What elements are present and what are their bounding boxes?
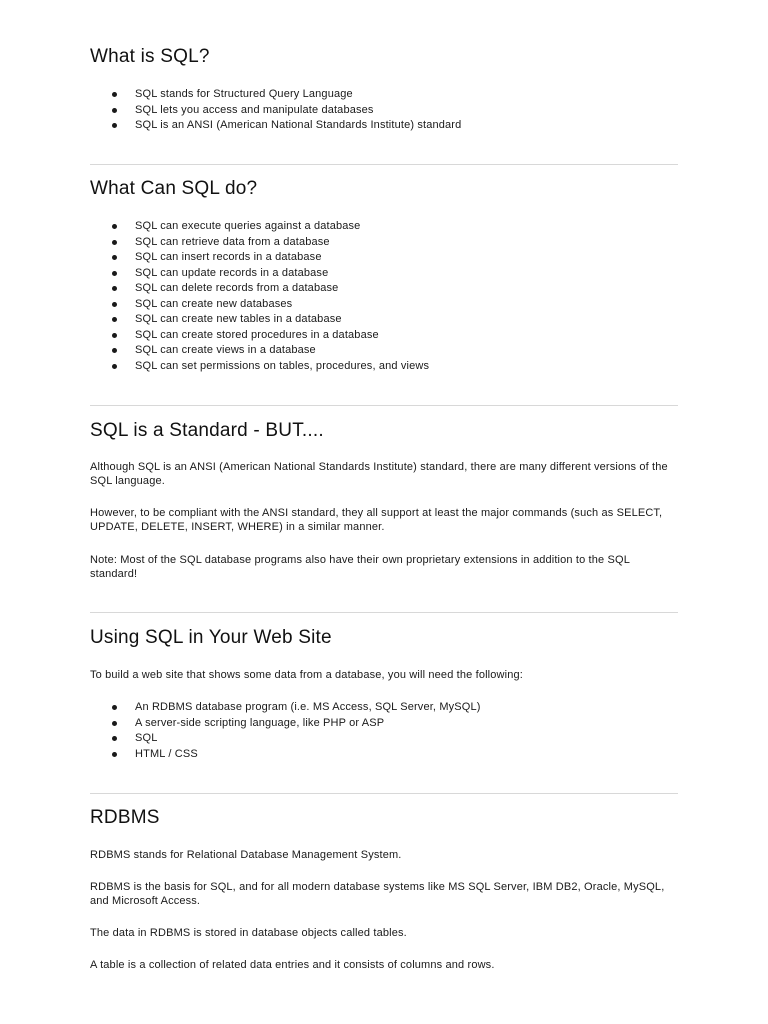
list-item xyxy=(90,219,678,235)
list-item xyxy=(90,266,678,282)
paragraph: To build a web site that shows some data from a database, you will need the following: xyxy=(90,669,523,681)
bullet-list xyxy=(90,700,678,762)
section-using-sql-web-site xyxy=(90,627,678,762)
section-divider xyxy=(90,164,678,165)
bullet-icon xyxy=(112,240,117,245)
section-sql-standard xyxy=(90,420,678,581)
bullet-icon xyxy=(112,736,117,741)
section-heading: What Can SQL do? xyxy=(90,178,258,199)
list-item xyxy=(90,716,678,732)
section-heading: Using SQL in Your Web Site xyxy=(90,627,332,648)
list-item xyxy=(90,235,678,251)
list-item-text: A server-side scripting language, like PHP or ASP xyxy=(135,716,385,729)
section-divider xyxy=(90,793,678,794)
section-what-can-sql-do xyxy=(90,178,678,374)
list-item-text: SQL can update records in a database xyxy=(135,266,329,279)
list-item-text: SQL is an ANSI (American National Standards Institute) standard xyxy=(135,119,462,131)
list-item xyxy=(90,281,678,297)
section-heading: What is SQL? xyxy=(90,46,210,67)
bullet-list xyxy=(90,219,678,374)
paragraph: Note: Most of the SQL database programs also have their own proprietary extensions in addition to the SQL standard! xyxy=(90,554,630,580)
paragraph: RDBMS stands for Relational Database Management System. xyxy=(90,849,402,861)
list-item-text: SQL can delete records from a database xyxy=(135,282,339,294)
list-item xyxy=(90,747,678,763)
list-item-text: SQL can create views in a database xyxy=(135,344,316,356)
bullet-icon xyxy=(112,721,117,726)
section-divider xyxy=(90,612,678,613)
bullet-icon xyxy=(112,255,117,260)
list-item xyxy=(90,87,678,103)
bullet-icon xyxy=(112,224,117,229)
list-item xyxy=(90,103,678,119)
list-item xyxy=(90,343,678,359)
list-item xyxy=(90,359,678,375)
list-item-text: SQL can create stored procedures in a database xyxy=(135,328,379,341)
list-item xyxy=(90,250,678,266)
bullet-icon xyxy=(112,123,117,128)
bullet-icon xyxy=(112,752,117,757)
paragraph: Although SQL is an ANSI (American National Standards Institute) standard, there are many different versions of the SQL language. xyxy=(90,461,668,487)
list-item-text: SQL can insert records in a database xyxy=(135,251,322,263)
section-heading: SQL is a Standard - BUT.... xyxy=(90,420,324,441)
list-item-text: SQL can create new databases xyxy=(135,297,293,310)
bullet-icon xyxy=(112,317,117,322)
paragraph: RDBMS is the basis for SQL, and for all modern database systems like MS SQL Server, IBM DB2, Oracle, MySQL, and Microsoft Access. xyxy=(90,881,665,907)
bullet-icon xyxy=(112,286,117,291)
list-item-text: SQL lets you access and manipulate databases xyxy=(135,103,374,116)
bullet-icon xyxy=(112,364,117,369)
list-item xyxy=(90,731,678,747)
section-divider xyxy=(90,405,678,406)
list-item-text: SQL stands for Structured Query Language xyxy=(135,88,353,100)
list-item-text: SQL can create new tables in a database xyxy=(135,313,342,325)
list-item-text: SQL can retrieve data from a database xyxy=(135,235,330,248)
list-item xyxy=(90,328,678,344)
bullet-icon xyxy=(112,705,117,710)
list-item xyxy=(90,700,678,716)
bullet-icon xyxy=(112,271,117,276)
bullet-icon xyxy=(112,348,117,353)
section-rdbms xyxy=(90,807,678,972)
bullet-icon xyxy=(112,92,117,97)
bullet-list xyxy=(90,87,678,134)
paragraph: The data in RDBMS is stored in database objects called tables. xyxy=(90,927,407,939)
list-item xyxy=(90,297,678,313)
bullet-icon xyxy=(112,333,117,338)
list-item xyxy=(90,312,678,328)
list-item-text: SQL xyxy=(135,732,158,744)
bullet-icon xyxy=(112,302,117,307)
bullet-icon xyxy=(112,108,117,113)
section-heading: RDBMS xyxy=(90,807,160,828)
list-item-text: SQL can execute queries against a database xyxy=(135,220,361,232)
list-item xyxy=(90,118,678,134)
list-item-text: SQL can set permissions on tables, procedures, and views xyxy=(135,359,430,372)
paragraph: However, to be compliant with the ANSI standard, they all support at least the major commands (such as SELECT, UPDATE, DELETE, INSERT, WHERE) in a similar manner. xyxy=(90,507,663,533)
section-what-is-sql xyxy=(90,46,678,134)
list-item-text: HTML / CSS xyxy=(135,747,198,760)
paragraph: A table is a collection of related data entries and it consists of columns and rows. xyxy=(90,959,495,971)
list-item-text: An RDBMS database program (i.e. MS Access, SQL Server, MySQL) xyxy=(135,701,481,713)
